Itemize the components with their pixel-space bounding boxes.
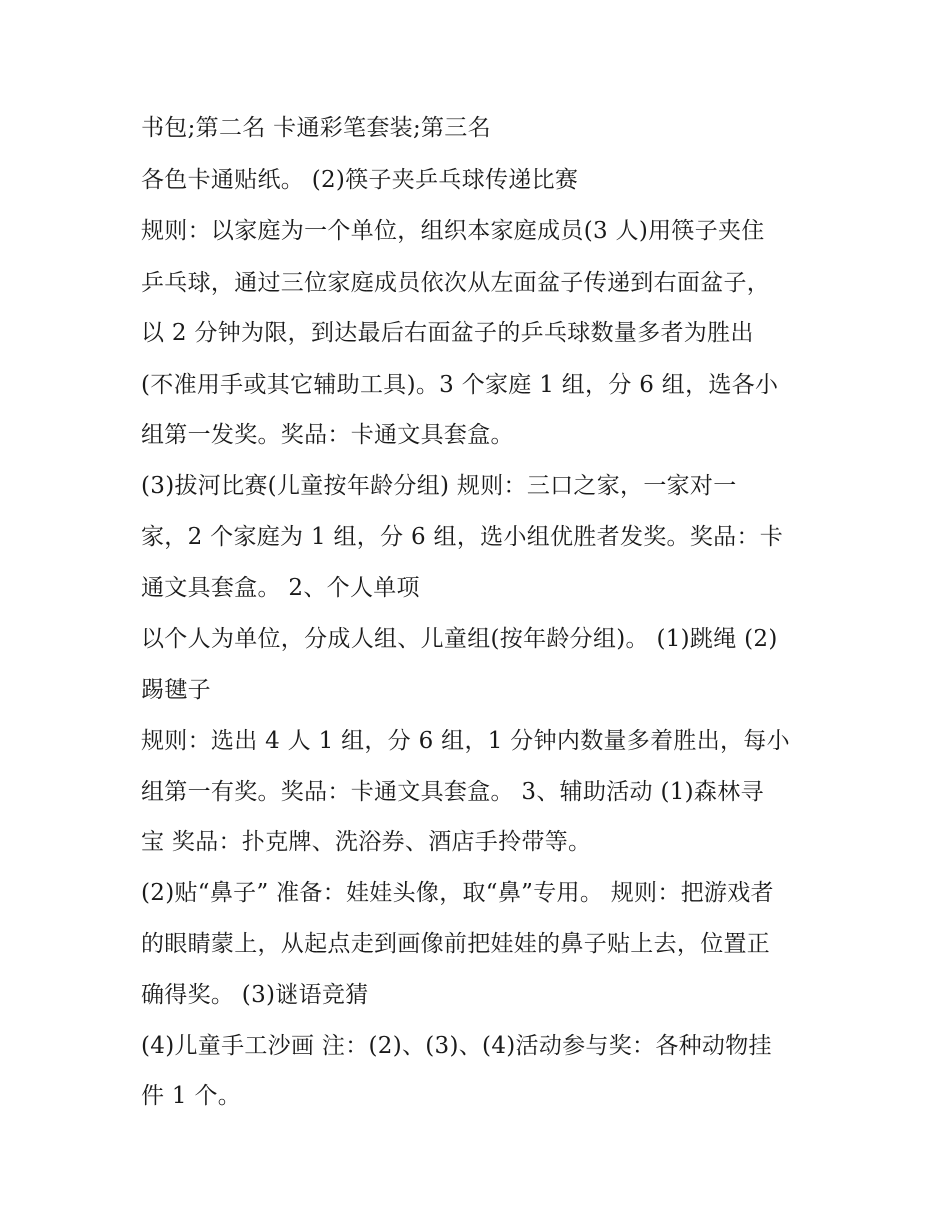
text-line: 踢毽子 bbox=[141, 677, 211, 703]
text-line: 确得奖。 (3)谜语竞猜 bbox=[141, 982, 369, 1008]
text-line: 家，2 个家庭为 1 组，分 6 组，选小组优胜者发奖。奖品：卡 bbox=[141, 524, 784, 550]
text-line: 乒乓球，通过三位家庭成员依次从左面盆子传递到右面盆子， bbox=[141, 270, 771, 296]
text-line: (2)贴“鼻子” 准备：娃娃头像，取“鼻”专用。 规则：把游戏者 bbox=[141, 880, 774, 906]
text-line: (不准用手或其它辅助工具)。3 个家庭 1 组，分 6 组，选各小 bbox=[141, 372, 779, 398]
text-line: 的眼睛蒙上，从起点走到画像前把娃娃的鼻子贴上去，位置正 bbox=[141, 931, 771, 957]
text-line: (3)拔河比赛(儿童按年龄分组) 规则：三口之家，一家对一 bbox=[141, 473, 737, 499]
text-line: 以 2 分钟为限，到达最后右面盆子的乒乓球数量多者为胜出 bbox=[141, 320, 754, 346]
text-line: 通文具套盒。 2、个人单项 bbox=[141, 575, 420, 601]
text-line: 规则：选出 4 人 1 组，分 6 组，1 分钟内数量多着胜出，每小 bbox=[141, 728, 790, 754]
text-line: 各色卡通贴纸。 (2)筷子夹乒乓球传递比赛 bbox=[141, 167, 579, 193]
text-line: 规则：以家庭为一个单位，组织本家庭成员(3 人)用筷子夹住 bbox=[141, 218, 765, 244]
text-line: (4)儿童手工沙画 注：(2)、(3)、(4)活动参与奖：各种动物挂 bbox=[141, 1033, 772, 1059]
text-line: 书包;第二名 卡通彩笔套装;第三名 bbox=[141, 115, 491, 141]
text-line: 以个人为单位，分成人组、儿童组(按年龄分组)。 (1)跳绳 (2) bbox=[141, 626, 778, 652]
text-line: 件 1 个。 bbox=[141, 1083, 242, 1109]
text-line: 组第一有奖。奖品：卡通文具套盒。 3、辅助活动 (1)森林寻 bbox=[141, 779, 764, 805]
text-line: 组第一发奖。奖品：卡通文具套盒。 bbox=[141, 422, 514, 448]
text-line: 宝 奖品：扑克牌、洗浴券、酒店手拎带等。 bbox=[141, 829, 592, 855]
